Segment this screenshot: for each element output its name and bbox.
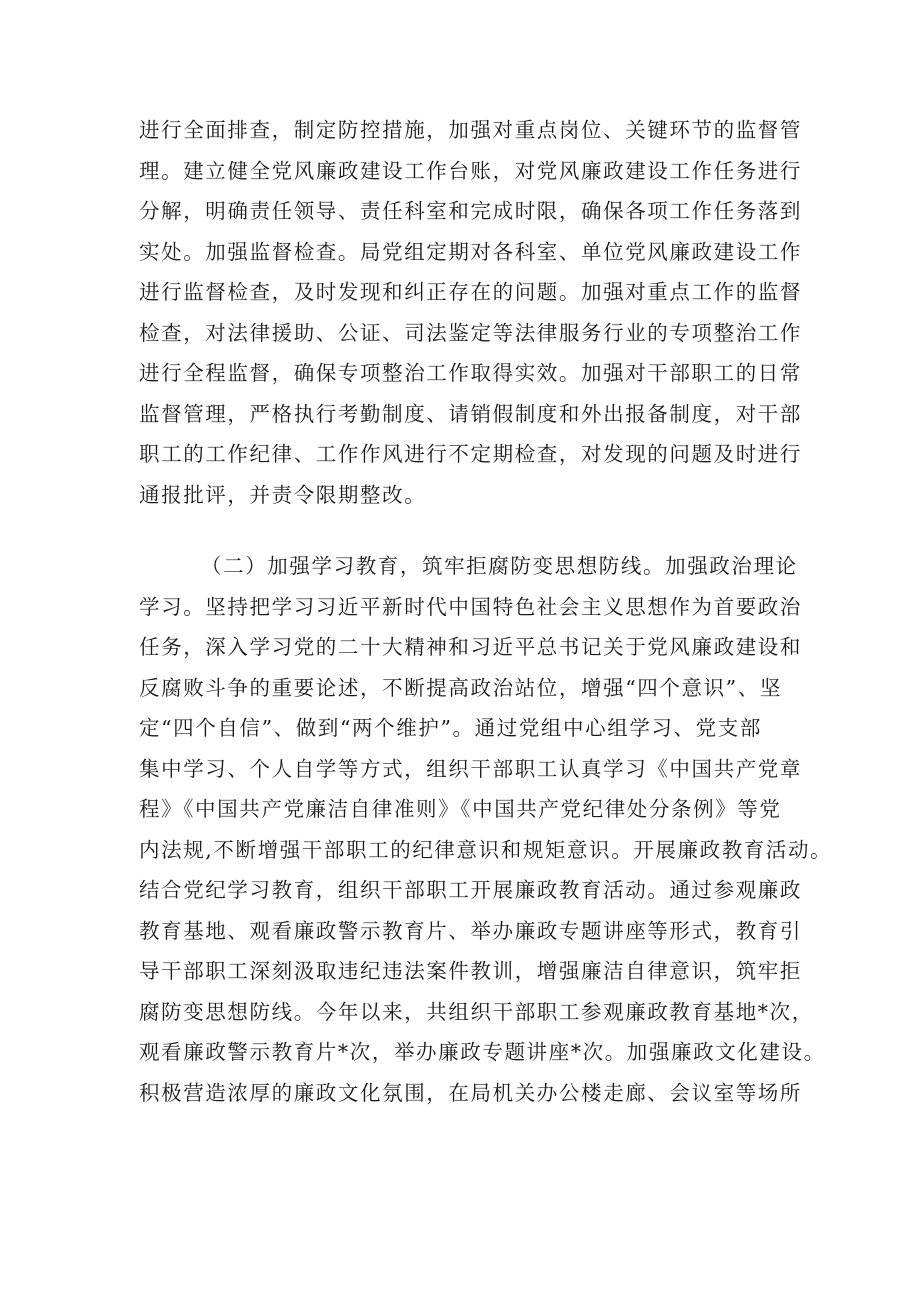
text-line: 分解，明确责任领导、责任科室和完成时限，确保各项工作任务落到	[139, 199, 802, 223]
text-line: 实处。加强监督检查。局党组定期对各科室、单位党风廉政建设工作	[139, 239, 802, 264]
text-line: 反腐败斗争的重要论述，不断提高政治站位，增强“四个意识”、坚	[139, 675, 782, 700]
text-line: 积极营造浓厚的廉政文化氛围，在局机关办公楼走廊、会议室等场所	[139, 1080, 802, 1105]
paragraph-supervision	[139, 110, 802, 515]
text-line: 检查，对法律援助、公证、司法鉴定等法律服务行业的专项整治工作	[139, 320, 802, 345]
text-line: 腐防变思想防线。今年以来，共组织干部职工参观廉政教育基地*次，	[139, 999, 814, 1024]
text-line: 观看廉政警示教育片*次，举办廉政专题讲座*次。加强廉政文化建设。	[139, 1040, 826, 1064]
text-line: 通报批评，并责令限期整改。	[139, 482, 427, 507]
text-line: 定“四个自信”、做到“两个维护”。通过党组中心组学习、党支部	[139, 716, 762, 740]
text-line: 职工的工作纪律、工作作风进行不定期检查，对发现的问题及时进行	[139, 442, 802, 466]
paragraph-education	[139, 546, 833, 1113]
text-line: 教育基地、观看廉政警示教育片、举办廉政专题讲座等形式，教育引	[139, 918, 802, 943]
text-line: 监督管理，严格执行考勤制度、请销假制度和外出报备制度，对干部	[139, 401, 802, 426]
text-line: 进行全面排查，制定防控措施，加强对重点岗位、关键环节的监督管	[139, 118, 802, 142]
text-line: 结合党纪学习教育，组织干部职工开展廉政教育活动。通过参观廉政	[139, 878, 802, 902]
text-line: 学习。坚持把学习习近平新时代中国特色社会主义思想作为首要政治	[139, 594, 802, 619]
text-line: 进行全程监督，确保专项整治工作取得实效。加强对干部职工的日常	[139, 361, 802, 385]
text-line: 集中学习、个人自学等方式，组织干部职工认真学习《中国共产党章	[139, 756, 802, 781]
text-line: 内法规,不断增强干部职工的纪律意识和规矩意识。开展廉政教育活动。	[139, 837, 833, 862]
text-line: 导干部职工深刻汲取违纪违法案件教训，增强廉洁自律意识，筑牢拒	[139, 959, 802, 983]
text-line: 进行监督检查，及时发现和纠正存在的问题。加强对重点工作的监督	[139, 280, 802, 304]
text-line: 程》《中国共产党廉洁自律准则》《中国共产党纪律处分条例》等党	[139, 797, 782, 821]
text-line: 理。建立健全党风廉政建设工作台账，对党风廉政建设工作任务进行	[139, 158, 802, 183]
text-line: 任务，深入学习党的二十大精神和习近平总书记关于党风廉政建设和	[139, 635, 802, 659]
section-heading-line: （二）加强学习教育，筑牢拒腐防变思想防线。加强政治理论	[201, 554, 798, 578]
